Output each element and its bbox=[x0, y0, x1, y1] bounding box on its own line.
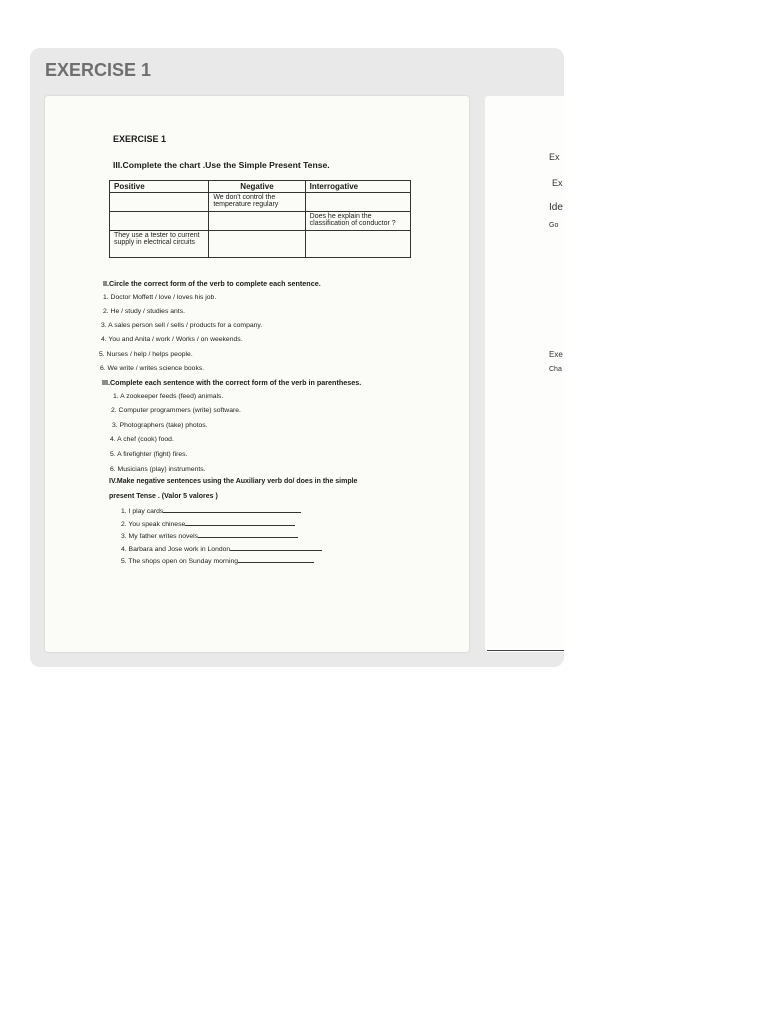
list-item-text: 3. My father writes novels bbox=[121, 533, 199, 540]
table-cell: They use a tester to current supply in electrical circuits bbox=[110, 231, 209, 258]
table-header: Positive bbox=[110, 181, 209, 193]
table-cell: We don't control the temperature regulary bbox=[209, 193, 305, 212]
answer-blank[interactable] bbox=[185, 525, 295, 526]
list-item: 6. We write / writes science books. bbox=[100, 365, 205, 372]
list-item bbox=[121, 508, 301, 515]
page2-divider bbox=[487, 650, 564, 651]
section2-heading: II.Circle the correct form of the verb to complete each sentence. bbox=[103, 279, 321, 288]
table-header-row bbox=[110, 181, 411, 193]
card-title: EXERCISE 1 bbox=[45, 60, 152, 80]
page2-text: Go bbox=[549, 222, 559, 229]
document-page-2-preview[interactable] bbox=[485, 96, 564, 652]
list-item: 4. A chef (cook) food. bbox=[110, 436, 174, 443]
page2-text: Ex bbox=[552, 178, 563, 188]
answer-blank[interactable] bbox=[238, 562, 314, 563]
table-cell bbox=[209, 231, 305, 258]
chart-instruction: III.Complete the chart .Use the Simple Present Tense. bbox=[113, 160, 330, 170]
list-item: 6. Musicians (play) instruments. bbox=[110, 466, 206, 473]
list-item: 5. A firefighter (fight) fires. bbox=[110, 451, 188, 458]
document-page-1[interactable] bbox=[45, 96, 469, 652]
table-cell bbox=[110, 212, 209, 231]
section4-heading-line2: present Tense . (Valor 5 valores ) bbox=[109, 493, 218, 500]
exercise-card[interactable] bbox=[30, 48, 564, 667]
list-item: 3. A sales person sell / sells / products for a company. bbox=[101, 322, 263, 329]
table-row bbox=[110, 212, 411, 231]
section3-heading: III.Complete each sentence with the correct form of the verb in parentheses. bbox=[102, 378, 362, 387]
table-cell bbox=[110, 193, 209, 212]
page2-text: Ex bbox=[549, 152, 560, 162]
list-item bbox=[121, 533, 298, 540]
table-cell bbox=[305, 193, 410, 212]
page2-text: Cha bbox=[549, 366, 562, 373]
list-item: 2. Computer programmers (write) software. bbox=[111, 407, 241, 414]
page2-text: Ide bbox=[549, 202, 563, 213]
answer-blank[interactable] bbox=[198, 537, 298, 538]
list-item: 1. A zookeeper feeds (feed) animals. bbox=[113, 393, 224, 400]
list-item bbox=[121, 558, 314, 565]
list-item: 3. Photographers (take) photos. bbox=[112, 422, 208, 429]
page2-text: Exe bbox=[549, 350, 563, 359]
answer-blank[interactable] bbox=[163, 512, 301, 513]
table-cell: Does he explain the classification of conductor ? bbox=[305, 212, 410, 231]
table-cell bbox=[209, 212, 305, 231]
section4-heading: IV.Make negative sentences using the Auxiliary verb do/ does in the simple bbox=[109, 478, 358, 485]
list-item-text: 2. You speak chinese bbox=[121, 521, 186, 528]
table-header: Negative bbox=[209, 181, 305, 193]
list-item: 2. He / study / studies ants. bbox=[103, 308, 185, 315]
table-header: Interrogative bbox=[305, 181, 410, 193]
answer-blank[interactable] bbox=[230, 550, 322, 551]
list-item-text: 4. Barbara and Jose work in London bbox=[121, 546, 231, 553]
table-row bbox=[110, 231, 411, 258]
list-item bbox=[121, 546, 322, 553]
list-item-text: 1. I play cards bbox=[121, 508, 164, 515]
list-item-text: 5. The shops open on Sunday morning bbox=[121, 558, 239, 565]
list-item: 5. Nurses / help / helps people. bbox=[99, 351, 193, 358]
list-item: 4. You and Anita / work / Works / on weekends. bbox=[101, 336, 243, 343]
document-title: EXERCISE 1 bbox=[113, 134, 167, 144]
list-item bbox=[121, 521, 295, 528]
table-cell bbox=[305, 231, 410, 258]
list-item: 1. Doctor Moffett / love / loves his job. bbox=[103, 294, 217, 301]
tense-chart-table bbox=[109, 180, 411, 258]
table-row bbox=[110, 193, 411, 212]
